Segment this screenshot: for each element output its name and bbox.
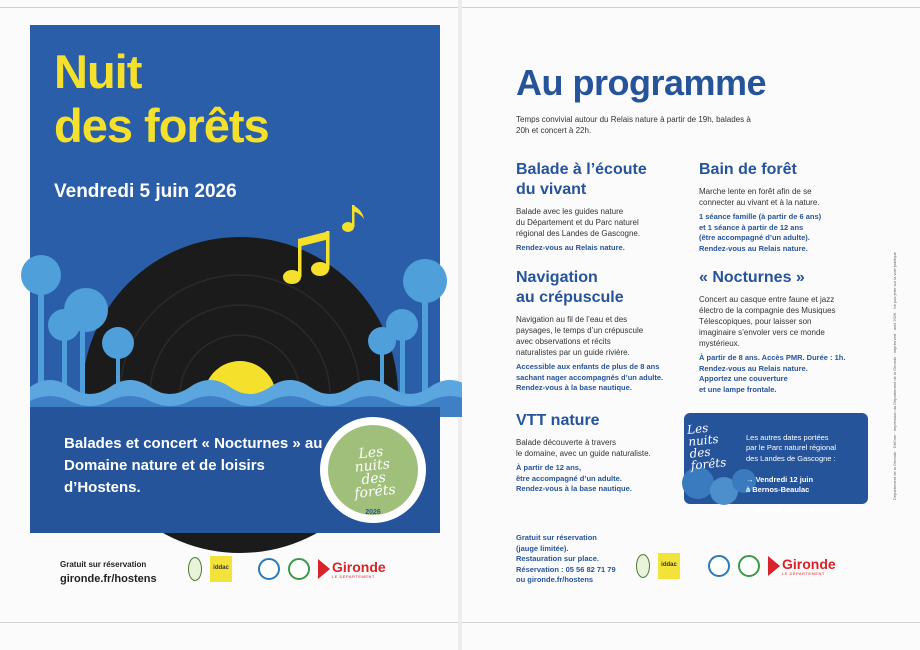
festival-badge	[320, 417, 426, 523]
other-dates-card	[684, 413, 868, 514]
reservation-label: Gratuit sur réservation	[60, 560, 147, 569]
section-heading: Bain de forêt	[699, 161, 797, 178]
gironde-logo-subtext: LE DÉPARTEMENT	[782, 570, 825, 576]
card-text	[746, 422, 864, 526]
reservation-info: Gratuit sur réservation (jauge limitée). Restauration sur place. Réservation : 05 56 82 71 79 ou gironde.fr/hostens	[516, 533, 616, 584]
gironde-logo-text: Gironde	[332, 558, 386, 575]
left-page	[0, 0, 458, 650]
card-festival-logo: Les nuits des forêts	[686, 420, 727, 473]
section-body: Balade découverte à travers le domaine, avec un guide naturaliste.	[516, 438, 651, 458]
gironde-logo-icon	[318, 559, 386, 579]
crop-line-top	[0, 7, 458, 8]
poster-title: Nuit des forêts	[54, 45, 269, 152]
section-heading: VTT nature	[516, 412, 600, 429]
gironde-logo-subtext: LE DÉPARTEMENT	[332, 573, 375, 579]
partner-logos-right	[636, 553, 836, 579]
right-page	[462, 0, 920, 650]
section-body: Balade avec les guides nature du Département et du Parc naturel régional des Landes de Gascogne.	[516, 207, 641, 238]
program-title: Au programme	[516, 62, 767, 103]
section-navigation	[516, 268, 686, 394]
card-intro: Les autres dates portées par le Parc naturel régional des Landes de Gascogne :	[746, 432, 837, 463]
crop-line-bottom	[0, 622, 458, 623]
gironde-logo-text: Gironde	[782, 555, 836, 572]
badge-artwork	[328, 425, 418, 515]
event-description: Balades et concert « Nocturnes » au Domaine nature et de loisirs d’Hostens.	[64, 435, 323, 496]
section-note: Rendez-vous au Relais nature.	[516, 243, 625, 252]
section-body: Concert au casque entre faune et jazz électro de la compagnie des Musiques Télescopiques, pour laisser son imaginaire s’envoler vers ce monde mystérieux.	[699, 295, 836, 348]
iddac-logo-icon: iddac	[210, 556, 232, 582]
vertical-credit	[892, 170, 900, 500]
section-note: À partir de 12 ans, être accompagné d’un adulte. Rendez-vous à la base nautique.	[516, 463, 632, 493]
hostens-logo-icon	[708, 555, 730, 577]
parc-landes-logo-icon	[188, 557, 202, 581]
domaine-nature-logo-icon	[738, 555, 760, 577]
gironde-logo-icon	[768, 556, 836, 576]
section-balade	[516, 160, 686, 254]
section-nocturnes	[699, 268, 874, 395]
festival-logo-text: Les nuits des forêts	[353, 443, 397, 503]
card-date-2: → Samedi 13 juin à Brocas	[746, 505, 842, 514]
section-note: À partir de 8 ans. Accès PMR. Durée : 1h. Rendez-vous au Relais nature. Apportez une couverture et une lampe frontale.	[699, 353, 846, 394]
iddac-logo-icon: iddac	[658, 553, 680, 579]
parc-landes-logo-icon	[636, 554, 650, 578]
poster	[30, 25, 440, 533]
crop-line-top-right	[462, 7, 920, 8]
section-heading: Navigation au crépuscule	[516, 269, 624, 306]
section-heading: « Nocturnes »	[699, 269, 805, 286]
partner-logos-left	[188, 556, 386, 582]
event-date: Vendredi 5 juin 2026	[54, 181, 237, 202]
section-heading: Balade à l’écoute du vivant	[516, 161, 647, 198]
section-body: Navigation au fil de l’eau et des paysages, le temps d’un crépuscule avec observations et récits naturalistes par un guide rivière.	[516, 315, 644, 357]
card-date-1: → Vendredi 12 juin à Bernos-Beaulac	[746, 474, 814, 494]
vertical-credit-text: Département de la Gironde · DirCom · Impression du Département de la Gironde · imprim'vert · avril 2026 · Ne pas jeter sur la voie publique	[892, 252, 897, 500]
section-note: 1 séance famille (à partir de 6 ans) et 1 séance à partir de 12 ans (être accompagné d’un adulte). Rendez-vous au Relais nature.	[699, 212, 822, 253]
crop-line-bottom-right	[462, 622, 920, 623]
domaine-nature-logo-icon	[288, 558, 310, 580]
music-notes-icon	[283, 205, 364, 284]
section-vtt-nature	[516, 411, 686, 495]
program-intro: Temps convivial autour du Relais nature à partir de 19h, balades à 20h et concert à 22h.	[516, 115, 751, 135]
section-bain-de-foret	[699, 160, 869, 254]
hostens-logo-icon	[258, 558, 280, 580]
section-body: Marche lente en forêt afin de se connecter au vivant et à la nature.	[699, 187, 820, 207]
section-note: Accessible aux enfants de plus de 8 ans sachant nager accompagnés d’un adulte. Rendez-vous à la base nautique.	[516, 362, 664, 392]
reservation-link[interactable]: gironde.fr/hostens	[60, 573, 157, 585]
badge-year: 2026	[365, 509, 381, 516]
